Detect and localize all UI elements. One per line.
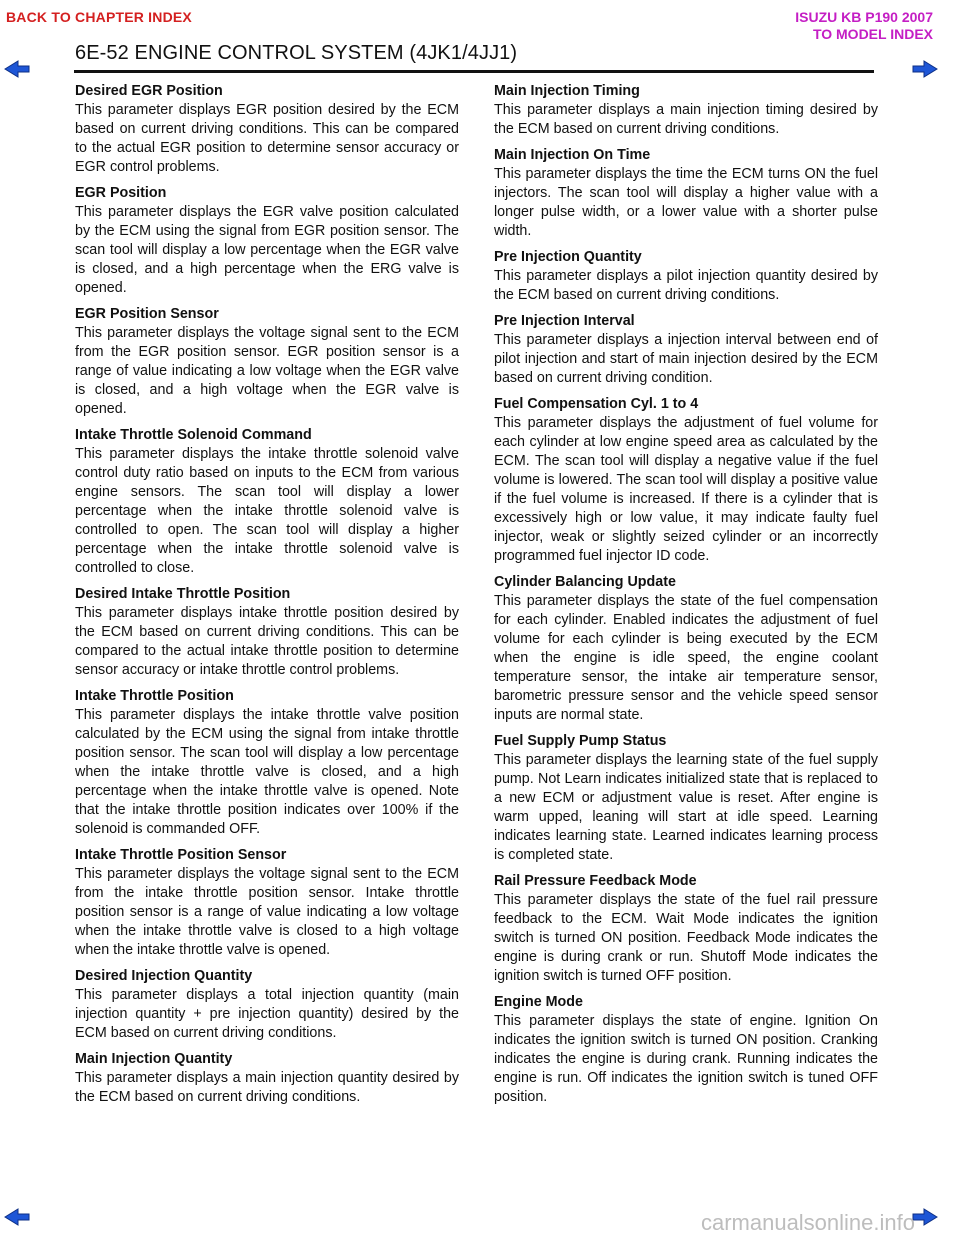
section-heading: Main Injection Quantity (75, 1051, 233, 1067)
section-heading: Intake Throttle Position (75, 688, 234, 704)
parameter-section (494, 872, 878, 986)
header-divider (74, 70, 874, 73)
next-page-arrow-icon[interactable] (912, 60, 938, 78)
watermark: carmanualsonline.info (700, 1210, 915, 1235)
section-body: This parameter displays the state of the fuel rail pressure feedback to the ECM. Wait Mode indicates the ignition switch is turned ON position. Feedback Mode indicates the engine is during crank or run. Shutoff Mode indicates the ignition switch is turned OFF position. (494, 892, 878, 984)
section-body: This parameter displays the time the ECM turns ON the fuel injectors. The scan tool will display a higher value with a longer pulse width, or a lower value with a shorter pulse width. (494, 166, 878, 239)
parameter-section (494, 312, 878, 388)
parameter-section (75, 426, 459, 578)
parameter-section (494, 146, 878, 241)
model-links (795, 9, 933, 43)
section-heading: Pre Injection Quantity (494, 249, 642, 265)
section-heading: Engine Mode (494, 994, 583, 1010)
to-model-index-link[interactable]: TO MODEL INDEX (812, 26, 933, 42)
section-body: This parameter displays the adjustment of fuel volume for each cylinder at low engine speed area as calculated by the ECM. The scan tool will display a negative value if the fuel volume is lowered. The scan tool will display a positive value if the fuel volume is increased. If there is a cylinder that is excessively high or low value, it may indicate faulty fuel injector, weak or slightly seized cylinder or an incorrectly programmed fuel injector ID code. (494, 415, 878, 564)
section-heading: EGR Position Sensor (75, 306, 219, 322)
section-body: This parameter displays a injection interval between end of pilot injection and start of main injection desired by the ECM based on current driving condition. (494, 332, 878, 386)
section-heading: Fuel Supply Pump Status (494, 733, 667, 749)
section-heading: Pre Injection Interval (494, 313, 635, 329)
parameter-section (75, 687, 459, 839)
section-heading: Desired EGR Position (75, 83, 223, 99)
section-body: This parameter displays the intake throttle valve position calculated by the ECM using the signal from intake throttle position sensor. The scan tool will display a low percentage when the intake throttle valve is closed, and a high percentage when the intake throttle valve is opened. Note that the intake throttle position indicates over 100% if the solenoid is commanded OFF. (75, 707, 459, 837)
section-heading: EGR Position (75, 185, 167, 201)
section-body: This parameter displays a pilot injection quantity desired by the ECM based on current driving conditions. (494, 268, 878, 303)
parameter-section (494, 573, 878, 725)
page-title: 6E-52 ENGINE CONTROL SYSTEM (4JK1/4JJ1) (75, 42, 518, 64)
section-body: This parameter displays intake throttle position desired by the ECM based on current driving conditions. This can be compared to the actual intake throttle position to determine sensor accuracy or intake throttle control problems. (75, 605, 459, 678)
next-page-arrow-icon[interactable] (912, 1208, 938, 1226)
section-body: This parameter displays a main injection quantity desired by the ECM based on current driving conditions. (75, 1070, 459, 1105)
section-body: This parameter displays the state of the fuel compensation for each cylinder. Enabled indicates the adjustment of fuel volume for each cylinder is being executed by the ECM when the engine is idle speed, the engine coolant temperature sensor, the intake air temperature sensor, barometric pressure sensor and the vehicle speed sensor inputs are normal state. (494, 593, 878, 723)
parameter-section (75, 846, 459, 960)
left-column (75, 82, 459, 1114)
section-body: This parameter displays the state of engine. Ignition On indicates the ignition switch is turned ON position. Cranking indicates the engine is during crank. Running indicates the engine is run. Off indicates the ignition switch is tuned OFF position. (494, 1013, 878, 1105)
section-heading: Main Injection On Time (494, 147, 651, 163)
section-body: This parameter displays a total injection quantity (main injection quantity + pre injection quantity) desired by the ECM based on current driving conditions. (75, 987, 459, 1041)
parameter-section (75, 305, 459, 419)
parameter-section (494, 993, 878, 1107)
section-body: This parameter displays a main injection timing desired by the ECM based on current driving conditions. (494, 102, 878, 137)
parameter-section (494, 248, 878, 305)
parameter-section (75, 967, 459, 1043)
section-body: This parameter displays EGR position desired by the ECM based on current driving conditions. This can be compared to the actual EGR position to determine sensor accuracy or EGR control problems. (75, 102, 459, 175)
section-heading: Intake Throttle Solenoid Command (75, 427, 312, 443)
prev-page-arrow-icon[interactable] (4, 60, 30, 78)
parameter-section (75, 1050, 459, 1107)
parameter-section (75, 585, 459, 680)
parameter-section (75, 184, 459, 298)
section-heading: Desired Intake Throttle Position (75, 586, 291, 602)
section-heading: Cylinder Balancing Update (494, 574, 676, 590)
section-heading: Fuel Compensation Cyl. 1 to 4 (494, 396, 699, 412)
parameter-section (494, 82, 878, 139)
back-to-chapter-index-link[interactable]: BACK TO CHAPTER INDEX (6, 9, 192, 25)
section-heading: Main Injection Timing (494, 83, 640, 99)
prev-page-arrow-icon[interactable] (4, 1208, 30, 1226)
section-body: This parameter displays the learning state of the fuel supply pump. Not Learn indicates initialized state that is replaced to a new ECM or adjustment value is reset. After engine is warm upped, leaning will start at idle speed. Learning indicates learning state. Learned indicates learning process is completed state. (494, 752, 878, 863)
section-body: This parameter displays the EGR valve position calculated by the ECM using the signal from EGR position sensor. The scan tool will display a low percentage when the EGR valve is closed, and a high percentage when the ERG valve is opened. (75, 204, 459, 296)
section-body: This parameter displays the voltage signal sent to the ECM from the intake throttle position sensor. Intake throttle position sensor is a range of value indicating a low voltage when the intake throttle valve is closed to a high voltage when the intake throttle valve is opened. (75, 866, 459, 958)
section-body: This parameter displays the voltage signal sent to the ECM from the EGR position sensor. EGR position sensor is a range of value indicating a low voltage when the EGR valve is closed, and a high voltage when the EGR valve is opened. (75, 325, 459, 417)
right-column (494, 82, 878, 1114)
section-heading: Desired Injection Quantity (75, 968, 253, 984)
section-heading: Rail Pressure Feedback Mode (494, 873, 697, 889)
section-heading: Intake Throttle Position Sensor (75, 847, 287, 863)
section-body: This parameter displays the intake throttle solenoid valve control duty ratio based on inputs to the ECM from various engine sensors. The scan tool will display a lower percentage when the intake throttle solenoid valve is controlled to open. The scan tool will display a higher percentage when the intake throttle solenoid valve is controlled to close. (75, 446, 459, 576)
model-title[interactable]: ISUZU KB P190 2007 (795, 9, 933, 25)
parameter-section (75, 82, 459, 177)
parameter-section (494, 395, 878, 566)
parameter-section (494, 732, 878, 865)
